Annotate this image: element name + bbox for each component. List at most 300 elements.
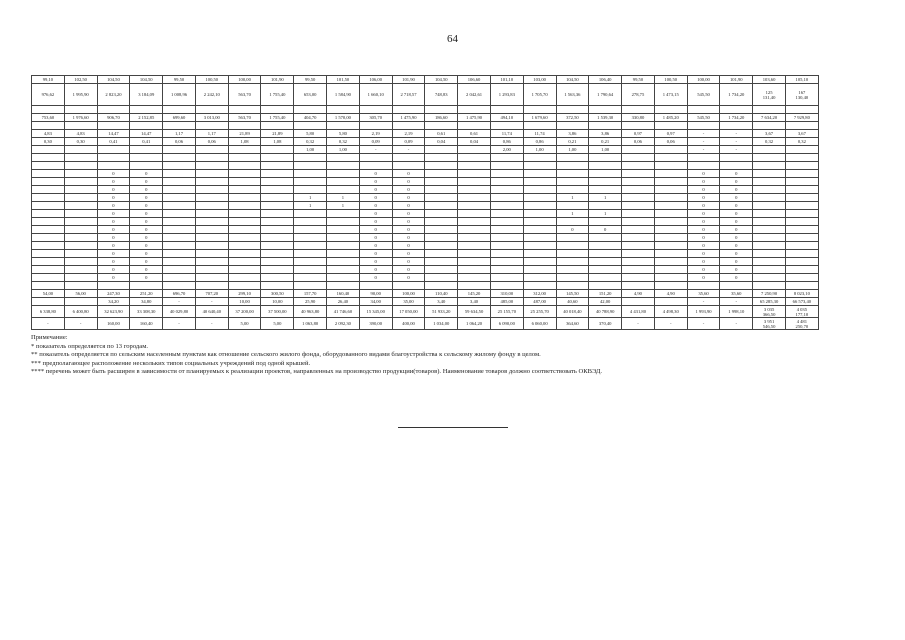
table-cell: 101,90 — [720, 76, 753, 84]
table-cell — [64, 186, 97, 194]
table-cell — [64, 162, 97, 170]
table-cell — [523, 178, 556, 186]
table-cell: 3,86 — [589, 130, 622, 138]
table-cell — [458, 194, 491, 202]
table-cell: 101,10 — [490, 76, 523, 84]
table-cell — [64, 234, 97, 242]
table-cell: 0 — [97, 178, 130, 186]
table-cell — [556, 170, 589, 178]
table-cell: 1 008,96 — [163, 84, 196, 106]
table-cell — [622, 266, 655, 274]
table-cell: 37 500,00 — [261, 306, 294, 318]
table-cell — [589, 250, 622, 258]
table-cell — [556, 218, 589, 226]
table-cell — [622, 170, 655, 178]
table-cell — [261, 282, 294, 290]
table-cell — [785, 202, 818, 210]
table-cell: 370,40 — [589, 318, 622, 330]
note-item-4: **** перечень может быть расширен в зависимости от планируемых к реализации проектов, направленных на производство продукции(товаров). Наименование товаров должно соответствовать ОКВЭД. — [31, 368, 603, 376]
table-cell — [195, 186, 228, 194]
table-cell — [458, 122, 491, 130]
table-cell — [490, 258, 523, 266]
table-cell: 5,80 — [294, 130, 327, 138]
table-cell: 0,09 — [392, 138, 425, 146]
table-cell: 0 — [130, 210, 163, 218]
table-row — [32, 170, 819, 178]
table-cell: 494,10 — [490, 114, 523, 122]
table-cell: 0 — [720, 226, 753, 234]
table-cell: 0,06 — [163, 138, 196, 146]
table-cell — [32, 298, 65, 306]
table-cell: 2 092,30 — [327, 318, 360, 330]
table-cell — [163, 226, 196, 234]
table-cell: 0 — [359, 178, 392, 186]
table-row — [32, 210, 819, 218]
table-cell — [556, 186, 589, 194]
table-cell: 3,86 — [556, 130, 589, 138]
table-cell — [228, 202, 261, 210]
table-cell — [654, 170, 687, 178]
table-cell: - — [720, 138, 753, 146]
table-cell: 1 539,30 — [589, 114, 622, 122]
table-cell — [163, 106, 196, 114]
table-cell — [64, 298, 97, 306]
table-cell — [425, 202, 458, 210]
table-cell: 0 — [687, 178, 720, 186]
table-cell: 3,67 — [785, 130, 818, 138]
table-cell — [327, 210, 360, 218]
table-cell: 0 — [392, 258, 425, 266]
table-cell — [425, 234, 458, 242]
table-cell: 14,47 — [130, 130, 163, 138]
table-cell — [163, 154, 196, 162]
table-cell — [589, 154, 622, 162]
table-cell: 1 995,90 — [64, 84, 97, 106]
table-cell: 748,83 — [425, 84, 458, 106]
table-cell: 4,90 — [654, 290, 687, 298]
table-cell — [294, 162, 327, 170]
table-cell — [458, 178, 491, 186]
table-cell: 305,70 — [359, 114, 392, 122]
table-cell — [228, 194, 261, 202]
table-cell — [687, 162, 720, 170]
table-cell — [64, 178, 97, 186]
table-cell: 65 285,30 — [753, 298, 786, 306]
table-cell: 99,10 — [32, 76, 65, 84]
table-cell — [458, 154, 491, 162]
table-cell: 0 — [392, 210, 425, 218]
table-cell: 487,00 — [523, 298, 556, 306]
table-cell: 1 570,00 — [327, 114, 360, 122]
table-row — [32, 84, 819, 106]
table-row — [32, 202, 819, 210]
table-cell — [294, 218, 327, 226]
table-cell: 54,00 — [32, 290, 65, 298]
table-cell: - — [64, 318, 97, 330]
table-cell: 4 498,30 — [654, 306, 687, 318]
table-cell: 1 — [556, 210, 589, 218]
table-cell — [294, 274, 327, 282]
table-cell — [425, 146, 458, 154]
table-cell: 0 — [130, 274, 163, 282]
table-cell — [64, 210, 97, 218]
table-cell — [589, 202, 622, 210]
table-cell — [458, 170, 491, 178]
table-cell — [523, 234, 556, 242]
table-cell — [228, 154, 261, 162]
table-cell: 4,90 — [622, 290, 655, 298]
table-cell — [163, 186, 196, 194]
table-cell — [753, 242, 786, 250]
table-row — [32, 306, 819, 318]
table-cell: 0 — [687, 234, 720, 242]
table-cell — [195, 178, 228, 186]
table-cell: 0 — [589, 226, 622, 234]
table-cell: 0 — [720, 186, 753, 194]
table-cell — [589, 258, 622, 266]
table-row — [32, 266, 819, 274]
table-row — [32, 138, 819, 146]
table-cell: 0 — [392, 226, 425, 234]
table-cell — [228, 234, 261, 242]
table-cell — [327, 266, 360, 274]
table-cell — [622, 210, 655, 218]
table-cell — [294, 242, 327, 250]
table-cell — [327, 218, 360, 226]
table-cell: 66 573,40 — [785, 298, 818, 306]
table-cell — [261, 266, 294, 274]
table-cell — [785, 146, 818, 154]
table-cell: 0 — [687, 194, 720, 202]
table-cell: 186,60 — [425, 114, 458, 122]
table-cell — [327, 122, 360, 130]
table-cell: 0,32 — [327, 138, 360, 146]
table-cell — [195, 234, 228, 242]
table-cell: 1,17 — [195, 130, 228, 138]
table-cell — [720, 122, 753, 130]
table-cell: 0 — [359, 194, 392, 202]
table-cell: 100,50 — [654, 76, 687, 84]
table-cell — [654, 122, 687, 130]
table-cell: 0 — [97, 226, 130, 234]
table-cell — [622, 234, 655, 242]
table-cell: 5,80 — [327, 130, 360, 138]
table-cell — [392, 282, 425, 290]
table-cell: 0 — [392, 242, 425, 250]
table-cell: 976,62 — [32, 84, 65, 106]
table-cell — [458, 186, 491, 194]
table-cell — [523, 274, 556, 282]
table-cell — [32, 218, 65, 226]
table-cell: 0 — [130, 170, 163, 178]
table-cell: 0 — [720, 210, 753, 218]
table-cell: 1 705,70 — [523, 84, 556, 106]
table-cell — [654, 298, 687, 306]
table-cell — [294, 234, 327, 242]
table-cell — [458, 202, 491, 210]
table-cell: 0,32 — [785, 138, 818, 146]
table-cell: 0,41 — [130, 138, 163, 146]
table-cell — [32, 234, 65, 242]
table-cell — [589, 282, 622, 290]
table-cell — [523, 162, 556, 170]
table-cell: 0 — [720, 234, 753, 242]
table-cell: 0 — [97, 170, 130, 178]
table-row — [32, 146, 819, 154]
table-cell: 6 060,00 — [523, 318, 556, 330]
table-cell: 157,70 — [294, 290, 327, 298]
table-cell — [589, 234, 622, 242]
table-cell — [294, 178, 327, 186]
table-cell — [195, 282, 228, 290]
table-cell: 0 — [392, 178, 425, 186]
table-cell — [261, 250, 294, 258]
table-cell — [228, 122, 261, 130]
table-cell: 372,50 — [556, 114, 589, 122]
table-cell — [228, 266, 261, 274]
table-cell — [261, 146, 294, 154]
table-cell — [458, 226, 491, 234]
table-cell: 0 — [130, 218, 163, 226]
table-cell: 167 130,40 — [785, 84, 818, 106]
data-table-container — [31, 75, 818, 330]
table-row — [32, 130, 819, 138]
table-cell — [392, 154, 425, 162]
table-cell: 0 — [392, 218, 425, 226]
table-cell — [523, 266, 556, 274]
table-cell: 11,74 — [490, 130, 523, 138]
table-cell: 0,32 — [753, 138, 786, 146]
table-cell — [130, 106, 163, 114]
table-cell: 0 — [97, 210, 130, 218]
table-cell — [458, 266, 491, 274]
table-cell — [622, 106, 655, 114]
table-cell: 3,40 — [458, 298, 491, 306]
table-cell — [64, 226, 97, 234]
table-cell — [753, 218, 786, 226]
table-cell: 7 634,20 — [753, 114, 786, 122]
table-cell — [261, 218, 294, 226]
table-cell: 100,00 — [392, 290, 425, 298]
table-cell: 563,70 — [228, 114, 261, 122]
table-cell — [523, 194, 556, 202]
table-cell: - — [720, 146, 753, 154]
table-cell: 0 — [392, 266, 425, 274]
table-row — [32, 242, 819, 250]
table-cell: 0,06 — [195, 138, 228, 146]
table-cell: 1 734,20 — [720, 114, 753, 122]
table-cell — [556, 242, 589, 250]
table-cell — [425, 218, 458, 226]
table-cell — [97, 282, 130, 290]
table-cell — [458, 274, 491, 282]
table-cell — [523, 170, 556, 178]
table-cell — [425, 154, 458, 162]
table-cell — [327, 154, 360, 162]
table-cell — [490, 194, 523, 202]
table-cell: 25,90 — [294, 298, 327, 306]
table-cell: 0 — [392, 234, 425, 242]
table-cell — [753, 122, 786, 130]
table-cell — [327, 242, 360, 250]
table-cell — [556, 178, 589, 186]
table-cell: 100,00 — [687, 76, 720, 84]
table-row — [32, 290, 819, 298]
table-row — [32, 258, 819, 266]
table-cell — [425, 250, 458, 258]
table-cell — [261, 202, 294, 210]
table-cell — [556, 234, 589, 242]
table-cell — [392, 162, 425, 170]
table-cell: 0 — [720, 194, 753, 202]
table-cell: 99,50 — [294, 76, 327, 84]
table-cell — [490, 242, 523, 250]
table-cell — [64, 266, 97, 274]
table-cell — [261, 274, 294, 282]
table-cell: 1,00 — [327, 146, 360, 154]
table-cell — [556, 106, 589, 114]
table-cell: 404,70 — [294, 114, 327, 122]
table-row — [32, 106, 819, 114]
table-cell: 400,00 — [392, 318, 425, 330]
table-cell — [327, 106, 360, 114]
table-cell — [523, 258, 556, 266]
table-row — [32, 274, 819, 282]
table-cell: 0 — [130, 178, 163, 186]
table-cell — [687, 282, 720, 290]
table-cell — [228, 242, 261, 250]
table-cell — [64, 170, 97, 178]
table-cell: 563,70 — [228, 84, 261, 106]
table-cell: 0 — [720, 178, 753, 186]
table-cell — [556, 258, 589, 266]
table-cell — [294, 226, 327, 234]
table-cell: 390,00 — [359, 318, 392, 330]
table-cell — [490, 106, 523, 114]
table-cell — [654, 266, 687, 274]
table-cell: 312,00 — [523, 290, 556, 298]
table-cell: 0 — [720, 202, 753, 210]
table-cell — [97, 146, 130, 154]
table-cell — [753, 234, 786, 242]
table-cell: 25 255,70 — [523, 306, 556, 318]
table-cell: 4 035 177,10 — [785, 306, 818, 318]
table-cell — [785, 266, 818, 274]
table-cell — [589, 170, 622, 178]
table-cell: - — [687, 318, 720, 330]
table-cell — [589, 218, 622, 226]
table-cell — [556, 266, 589, 274]
table-cell: - — [654, 318, 687, 330]
table-cell — [425, 170, 458, 178]
table-cell: 1 976,60 — [64, 114, 97, 122]
table-cell: 0 — [359, 170, 392, 178]
table-cell: 2,19 — [359, 130, 392, 138]
table-cell: 0 — [97, 234, 130, 242]
table-cell: 0 — [392, 250, 425, 258]
table-cell: 40 963,80 — [294, 306, 327, 318]
table-cell: 0 — [720, 258, 753, 266]
table-cell: 4 481 250,70 — [785, 318, 818, 330]
table-cell — [556, 154, 589, 162]
table-cell — [490, 186, 523, 194]
table-cell: 25 155,70 — [490, 306, 523, 318]
table-cell — [163, 194, 196, 202]
table-cell — [130, 146, 163, 154]
table-cell: 310,00 — [490, 290, 523, 298]
table-cell — [327, 162, 360, 170]
table-cell — [294, 186, 327, 194]
table-cell — [64, 146, 97, 154]
table-cell: 0 — [687, 218, 720, 226]
table-cell: 2,00 — [490, 146, 523, 154]
table-cell: - — [163, 318, 196, 330]
table-cell — [785, 210, 818, 218]
table-cell — [425, 282, 458, 290]
table-cell — [622, 122, 655, 130]
table-cell — [785, 250, 818, 258]
table-cell — [64, 194, 97, 202]
table-cell: 0 — [130, 250, 163, 258]
table-cell — [589, 274, 622, 282]
table-cell — [195, 170, 228, 178]
table-cell: 1 755,40 — [261, 114, 294, 122]
table-cell — [392, 122, 425, 130]
table-cell: 0 — [130, 202, 163, 210]
table-cell — [228, 282, 261, 290]
table-cell — [622, 202, 655, 210]
table-cell: 101,50 — [327, 76, 360, 84]
table-cell: 0 — [359, 250, 392, 258]
table-cell: 300,50 — [261, 290, 294, 298]
table-cell — [261, 106, 294, 114]
table-cell — [294, 170, 327, 178]
notes-block — [31, 334, 831, 377]
table-cell — [458, 282, 491, 290]
table-cell: 0 — [720, 242, 753, 250]
table-cell — [163, 282, 196, 290]
table-cell — [261, 170, 294, 178]
table-cell — [32, 194, 65, 202]
table-cell — [523, 218, 556, 226]
table-cell: 0 — [97, 186, 130, 194]
table-row — [32, 282, 819, 290]
table-cell — [753, 250, 786, 258]
table-row — [32, 162, 819, 170]
table-cell — [490, 210, 523, 218]
table-cell: 1 563,36 — [556, 84, 589, 106]
table-cell: 17 050,00 — [392, 306, 425, 318]
table-cell: 103,60 — [753, 76, 786, 84]
table-cell — [785, 258, 818, 266]
table-cell — [32, 186, 65, 194]
table-cell: - — [687, 146, 720, 154]
table-cell: 0 — [687, 242, 720, 250]
table-cell: 299,10 — [228, 290, 261, 298]
table-cell — [654, 202, 687, 210]
table-cell: 0,06 — [654, 138, 687, 146]
table-cell — [490, 266, 523, 274]
table-cell: 0 — [359, 186, 392, 194]
table-cell: 1,08 — [261, 138, 294, 146]
table-cell — [294, 258, 327, 266]
table-cell — [32, 170, 65, 178]
table-cell: 56,00 — [64, 290, 97, 298]
table-cell: - — [720, 318, 753, 330]
table-cell: 0 — [687, 170, 720, 178]
table-row — [32, 178, 819, 186]
table-cell — [490, 178, 523, 186]
